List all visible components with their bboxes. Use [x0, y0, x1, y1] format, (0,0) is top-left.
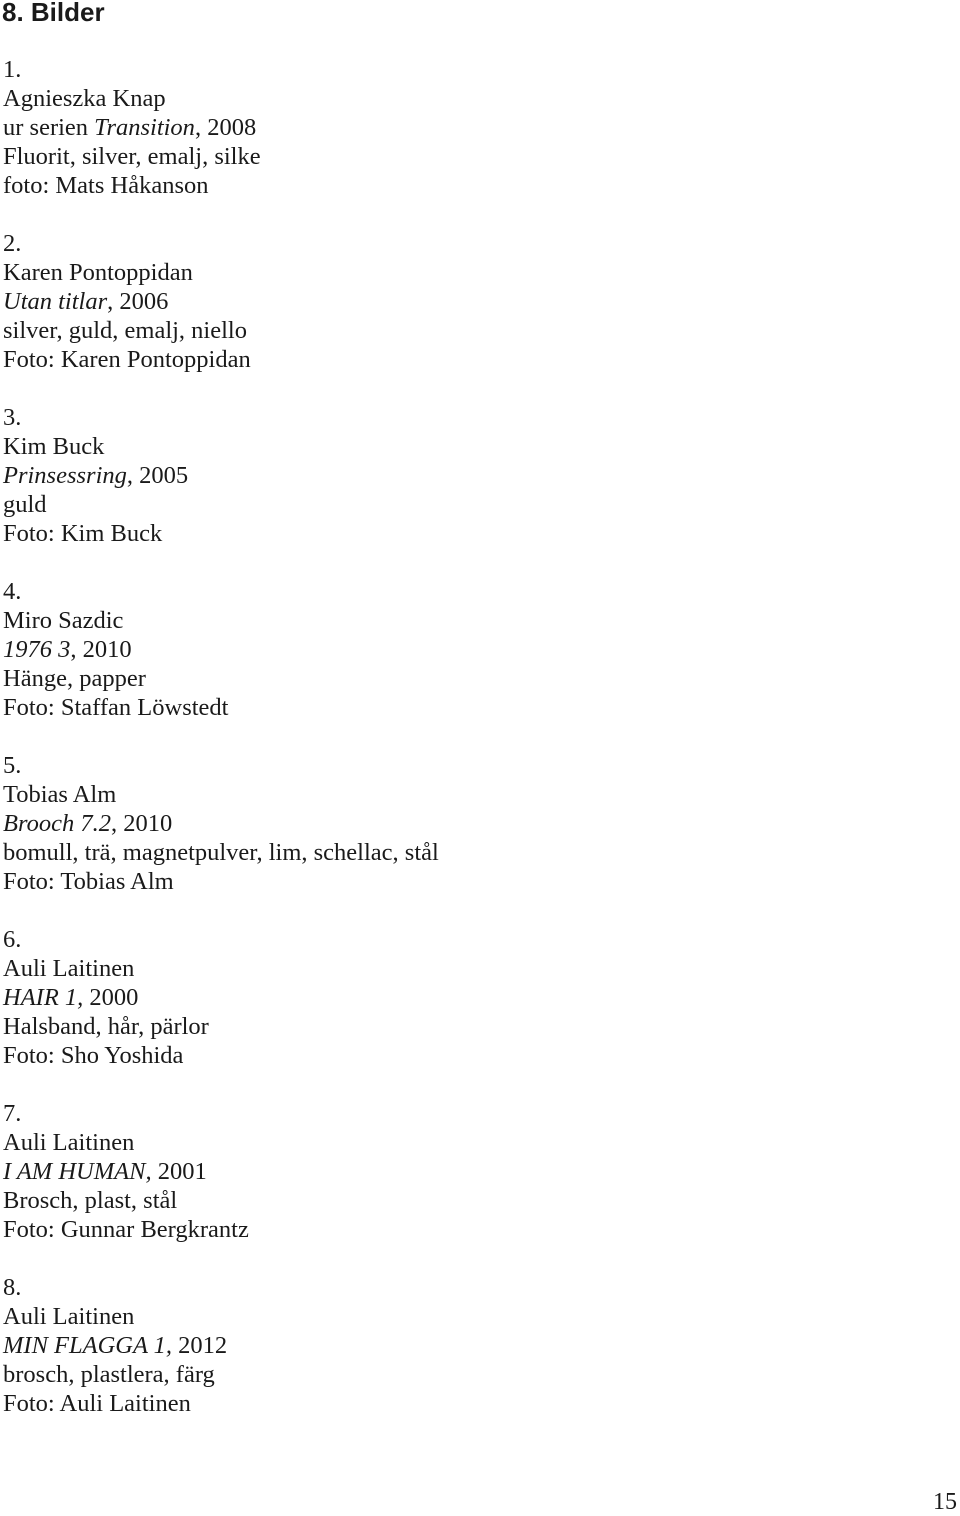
work-year: 2012 — [172, 1332, 228, 1359]
work-title-line — [3, 1157, 439, 1186]
artist-name: Auli Laitinen — [3, 1303, 135, 1330]
work-year: , 2010 — [110, 810, 173, 837]
work-title: Transition — [94, 114, 195, 141]
credit-entry — [3, 1273, 439, 1418]
entry-number: 5. — [3, 752, 22, 779]
work-title-line — [3, 461, 439, 490]
photo-credit: Foto: Tobias Alm — [3, 868, 174, 895]
photo-credit: Foto: Kim Buck — [3, 520, 163, 547]
work-title: MIN FLAGGA 1, — [3, 1332, 172, 1359]
work-title-line — [3, 1331, 439, 1360]
entry-number: 2. — [3, 230, 22, 257]
work-year: , 2005 — [126, 462, 189, 489]
materials: Halsband, hår, pärlor — [3, 1013, 209, 1040]
work-title-line — [3, 983, 439, 1012]
artist-name: Miro Sazdic — [3, 607, 124, 634]
work-title: Utan titlar — [3, 288, 108, 315]
credit-entry — [3, 1099, 439, 1244]
work-title-line — [3, 287, 439, 316]
work-year: , 2006 — [107, 288, 169, 315]
credit-entry — [3, 403, 439, 548]
artist-name: Tobias Alm — [3, 781, 117, 808]
work-title: 1976 3 — [3, 636, 71, 663]
section-heading: 8. Bilder — [2, 0, 105, 27]
title-prefix: ur serien — [3, 114, 95, 141]
credit-entry — [3, 577, 439, 722]
materials: Fluorit, silver, emalj, silke — [3, 143, 261, 170]
work-title-line — [3, 809, 439, 838]
work-title: HAIR 1, — [3, 984, 84, 1011]
artist-name: Agnieszka Knap — [3, 85, 166, 112]
materials: Brosch, plast, stål — [3, 1187, 178, 1214]
photo-credit: Foto: Sho Yoshida — [3, 1042, 184, 1069]
entry-number: 1. — [3, 56, 22, 83]
materials: bomull, trä, magnetpulver, lim, schellac, stål — [3, 839, 439, 866]
work-title: Brooch 7.2 — [3, 810, 111, 837]
photo-credit: Foto: Auli Laitinen — [3, 1390, 191, 1417]
artist-name: Auli Laitinen — [3, 1129, 135, 1156]
entry-number: 8. — [3, 1274, 22, 1301]
credit-entry — [3, 55, 439, 200]
credit-entry — [3, 229, 439, 374]
materials: Hänge, papper — [3, 665, 146, 692]
work-year: , 2010 — [70, 636, 132, 663]
entry-number: 7. — [3, 1100, 22, 1127]
artist-name: Kim Buck — [3, 433, 105, 460]
photo-credit: foto: Mats Håkanson — [3, 172, 209, 199]
work-title-line — [3, 113, 439, 142]
artist-name: Auli Laitinen — [3, 955, 135, 982]
entry-number: 4. — [3, 578, 22, 605]
photo-credit: Foto: Karen Pontoppidan — [3, 346, 251, 373]
credit-entry — [3, 925, 439, 1070]
photo-credit: Foto: Staffan Löwstedt — [3, 694, 229, 721]
page-number: 15 — [933, 1489, 957, 1515]
entry-number: 3. — [3, 404, 22, 431]
photo-credit: Foto: Gunnar Bergkrantz — [3, 1216, 249, 1243]
artist-name: Karen Pontoppidan — [3, 259, 193, 286]
materials: silver, guld, emalj, niello — [3, 317, 247, 344]
work-title: I AM HUMAN, — [3, 1158, 152, 1185]
credit-entry — [3, 751, 439, 896]
work-title: Prinsessring — [3, 462, 127, 489]
materials: brosch, plastlera, färg — [3, 1361, 215, 1388]
image-credits-list — [3, 55, 439, 1447]
materials: guld — [3, 491, 47, 518]
work-year: 2001 — [151, 1158, 207, 1185]
work-year: 2000 — [83, 984, 139, 1011]
work-title-line — [3, 635, 439, 664]
work-year: , 2008 — [194, 114, 257, 141]
entry-number: 6. — [3, 926, 22, 953]
